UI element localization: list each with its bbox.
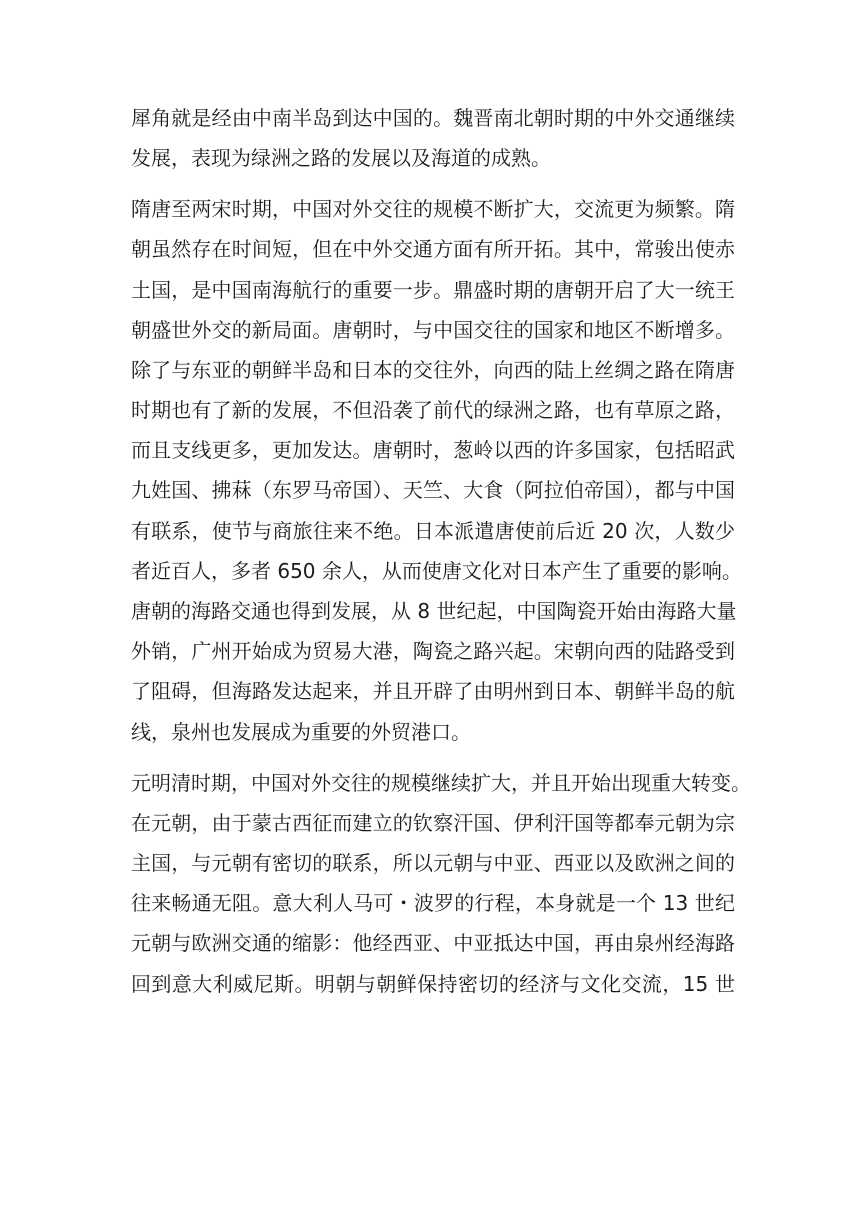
text-line: 主国，与元朝有密切的联系，所以元朝与中亚、西亚以及欧洲之间的 [131, 850, 735, 875]
document-body [131, 98, 751, 1004]
paragraph-1 [131, 98, 735, 178]
text-line: 朝虽然存在时间短，但在中外交通方面有所开拓。其中，常骏出使赤 [131, 237, 735, 262]
text-line: 犀角就是经由中南半岛到达中国的。魏晋南北朝时期的中外交通继续 [131, 106, 735, 130]
text-line: 回到意大利威尼斯。明朝与朝鲜保持密切的经济与文化交流，15 世 [131, 971, 735, 996]
text-line: 九姓国、拂菻（东罗马帝国）、天竺、大食（阿拉伯帝国），都与中国 [131, 478, 735, 503]
text-line: 线，泉州也发展成为重要的外贸港口。 [131, 719, 471, 744]
text-line: 外销，广州开始成为贸易大港，陶瓷之路兴起。宋朝向西的陆路受到 [131, 639, 735, 664]
text-line: 者近百人，多者 650 余人，从而使唐文化对日本产生了重要的影响。 [131, 558, 742, 583]
text-line: 土国，是中国南海航行的重要一步。鼎盛时期的唐朝开启了大一统王 [131, 277, 735, 302]
text-line: 了阻碍，但海路发达起来，并且开辟了由明州到日本、朝鲜半岛的航 [131, 679, 735, 704]
paragraph-2 [131, 189, 742, 752]
text-line: 元朝与欧洲交通的缩影：他经西亚、中亚抵达中国，再由泉州经海路 [131, 931, 735, 956]
text-line: 往来畅通无阻。意大利人马可・波罗的行程，本身就是一个 13 世纪 [131, 891, 735, 916]
text-line: 有联系，使节与商旅往来不绝。日本派遣唐使前后近 20 次，人数少 [131, 518, 735, 543]
text-line: 隋唐至两宋时期，中国对外交往的规模不断扩大，交流更为频繁。隋 [131, 197, 735, 222]
text-line: 而且支线更多，更加发达。唐朝时，葱岭以西的许多国家，包括昭武 [131, 438, 735, 463]
paragraph-3 [131, 763, 751, 1004]
text-line: 元明清时期，中国对外交往的规模继续扩大，并且开始出现重大转变。 [131, 770, 751, 795]
text-line: 发展，表现为绿洲之路的发展以及海道的成熟。 [131, 146, 551, 171]
text-line: 朝盛世外交的新局面。唐朝时，与中国交往的国家和地区不断增多。 [131, 317, 735, 342]
text-line: 唐朝的海路交通也得到发展，从 8 世纪起，中国陶瓷开始由海路大量 [131, 599, 737, 624]
text-line: 在元朝，由于蒙古西征而建立的钦察汗国、伊利汗国等都奉元朝为宗 [131, 810, 735, 835]
text-line: 时期也有了新的发展，不但沿袭了前代的绿洲之路，也有草原之路， [131, 398, 735, 423]
text-line: 除了与东亚的朝鲜半岛和日本的交往外，向西的陆上丝绸之路在隋唐 [131, 357, 735, 382]
